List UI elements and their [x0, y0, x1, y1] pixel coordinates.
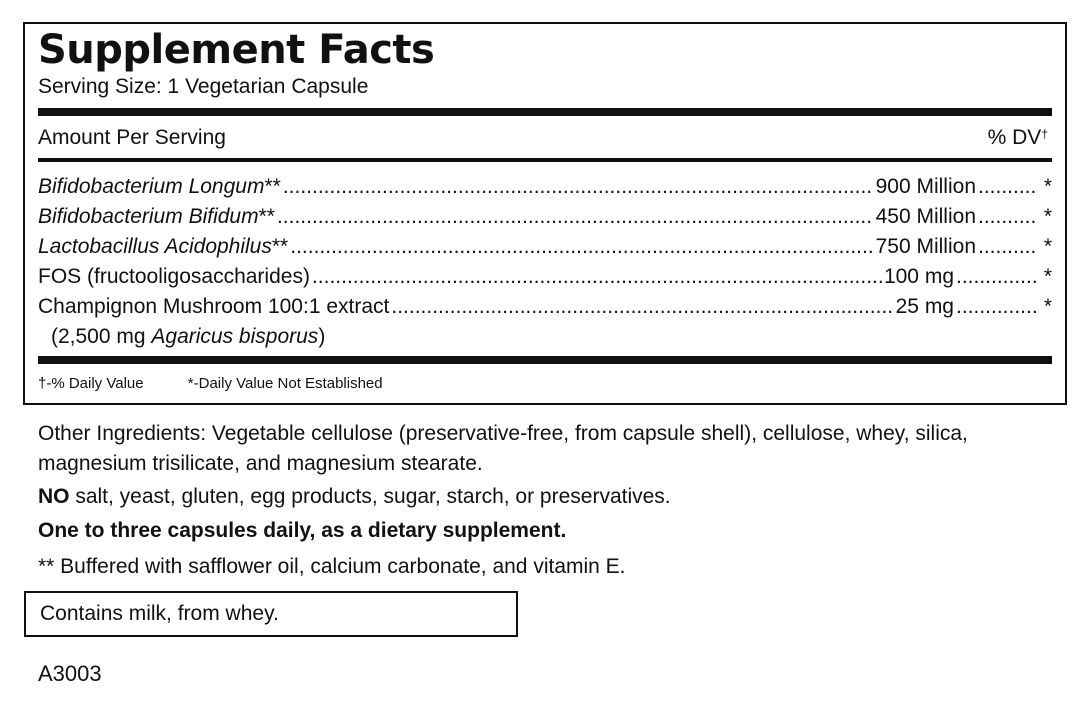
leader-dots: [956, 262, 1036, 292]
leader-dots: [978, 232, 1036, 262]
dv-header: [988, 124, 1048, 152]
medium-divider: [38, 158, 1052, 162]
ingredient-name-text: FOS (fructooligosaccharides): [38, 265, 310, 288]
equivalent-suffix: ): [318, 325, 326, 348]
leader-dots: [956, 292, 1036, 322]
leader-dots: [283, 172, 874, 202]
ingredient-row: [38, 262, 1052, 292]
amount-header-row: [38, 124, 1052, 152]
buffered-note: ** Buffered with safflower oil, calcium carbonate, and vitamin E.: [38, 555, 626, 578]
leader-dots: [312, 262, 882, 292]
ingredient-name-text: Lactobacillus Acidophilus: [38, 235, 272, 258]
ingredient-amount: 900 Million: [875, 175, 976, 198]
panel-title: Supplement Facts: [38, 27, 435, 73]
ingredient-name: [38, 232, 288, 262]
leader-dots: [978, 172, 1036, 202]
ingredient-row: [38, 202, 1052, 232]
panel-footnotes: [38, 374, 383, 394]
ingredient-suffix: **: [264, 175, 281, 198]
mushroom-equivalent: [38, 322, 1052, 352]
amount-per-serving-label: Amount Per Serving: [38, 126, 226, 149]
free-of-text: salt, yeast, gluten, egg products, sugar, starch, or preservatives.: [69, 485, 671, 508]
ingredient-name-text: Champignon Mushroom 100:1 extract: [38, 295, 390, 318]
leader-dots: [277, 202, 874, 232]
serving-size: Serving Size: 1 Vegetarian Capsule: [38, 75, 369, 98]
ingredient-row: [38, 232, 1052, 262]
directions: One to three capsules daily, as a dietary supplement.: [38, 519, 567, 542]
ingredient-suffix: **: [258, 205, 275, 228]
equivalent-prefix: (2,500 mg: [51, 325, 152, 348]
equivalent-species: Agaricus bisporus: [151, 325, 319, 348]
leader-dots: [391, 292, 893, 322]
ingredient-list: [38, 172, 1052, 352]
ingredient-amount: 100 mg: [883, 265, 954, 288]
ingredient-name-text: Bifidobacterium Longum: [38, 175, 265, 198]
ingredient-row: [38, 172, 1052, 202]
free-of-emphasis: NO: [38, 485, 70, 508]
supplement-facts-panel: [23, 22, 1067, 405]
ingredient-amount: 750 Million: [875, 235, 976, 258]
ingredient-name: [38, 262, 310, 292]
ingredient-dv: *: [1043, 175, 1052, 198]
ingredient-dv: *: [1043, 295, 1052, 318]
dv-header-label: % DV: [987, 126, 1042, 149]
ingredient-name: [38, 172, 281, 202]
ingredient-name-text: Bifidobacterium Bifidum: [38, 205, 259, 228]
free-of-statement: [38, 482, 671, 512]
thick-divider: [38, 356, 1052, 364]
other-ingredients: Other Ingredients: Vegetable cellulose (preservative-free, from capsule shell), cellulose, whey, silica, magnesium trisilicate, and magnesium stearate.: [38, 422, 968, 475]
footnote-not-established: *-Daily Value Not Established: [187, 375, 383, 392]
dagger-mark: †: [1041, 127, 1048, 141]
ingredient-dv: *: [1043, 265, 1052, 288]
leader-dots: [978, 202, 1036, 232]
ingredient-name: [38, 202, 275, 232]
ingredient-amount: 25 mg: [895, 295, 954, 318]
leader-dots: [290, 232, 873, 262]
ingredient-suffix: **: [271, 235, 289, 258]
ingredient-row: [38, 292, 1052, 322]
ingredient-dv: *: [1043, 205, 1052, 228]
allergen-box: Contains milk, from whey.: [24, 591, 518, 637]
ingredient-name: [38, 292, 389, 322]
footnote-dv: †-% Daily Value: [38, 375, 144, 392]
thick-divider: [38, 108, 1052, 116]
ingredient-amount: 450 Million: [875, 205, 976, 228]
product-code: A3003: [38, 661, 102, 686]
ingredient-dv: *: [1043, 235, 1052, 258]
